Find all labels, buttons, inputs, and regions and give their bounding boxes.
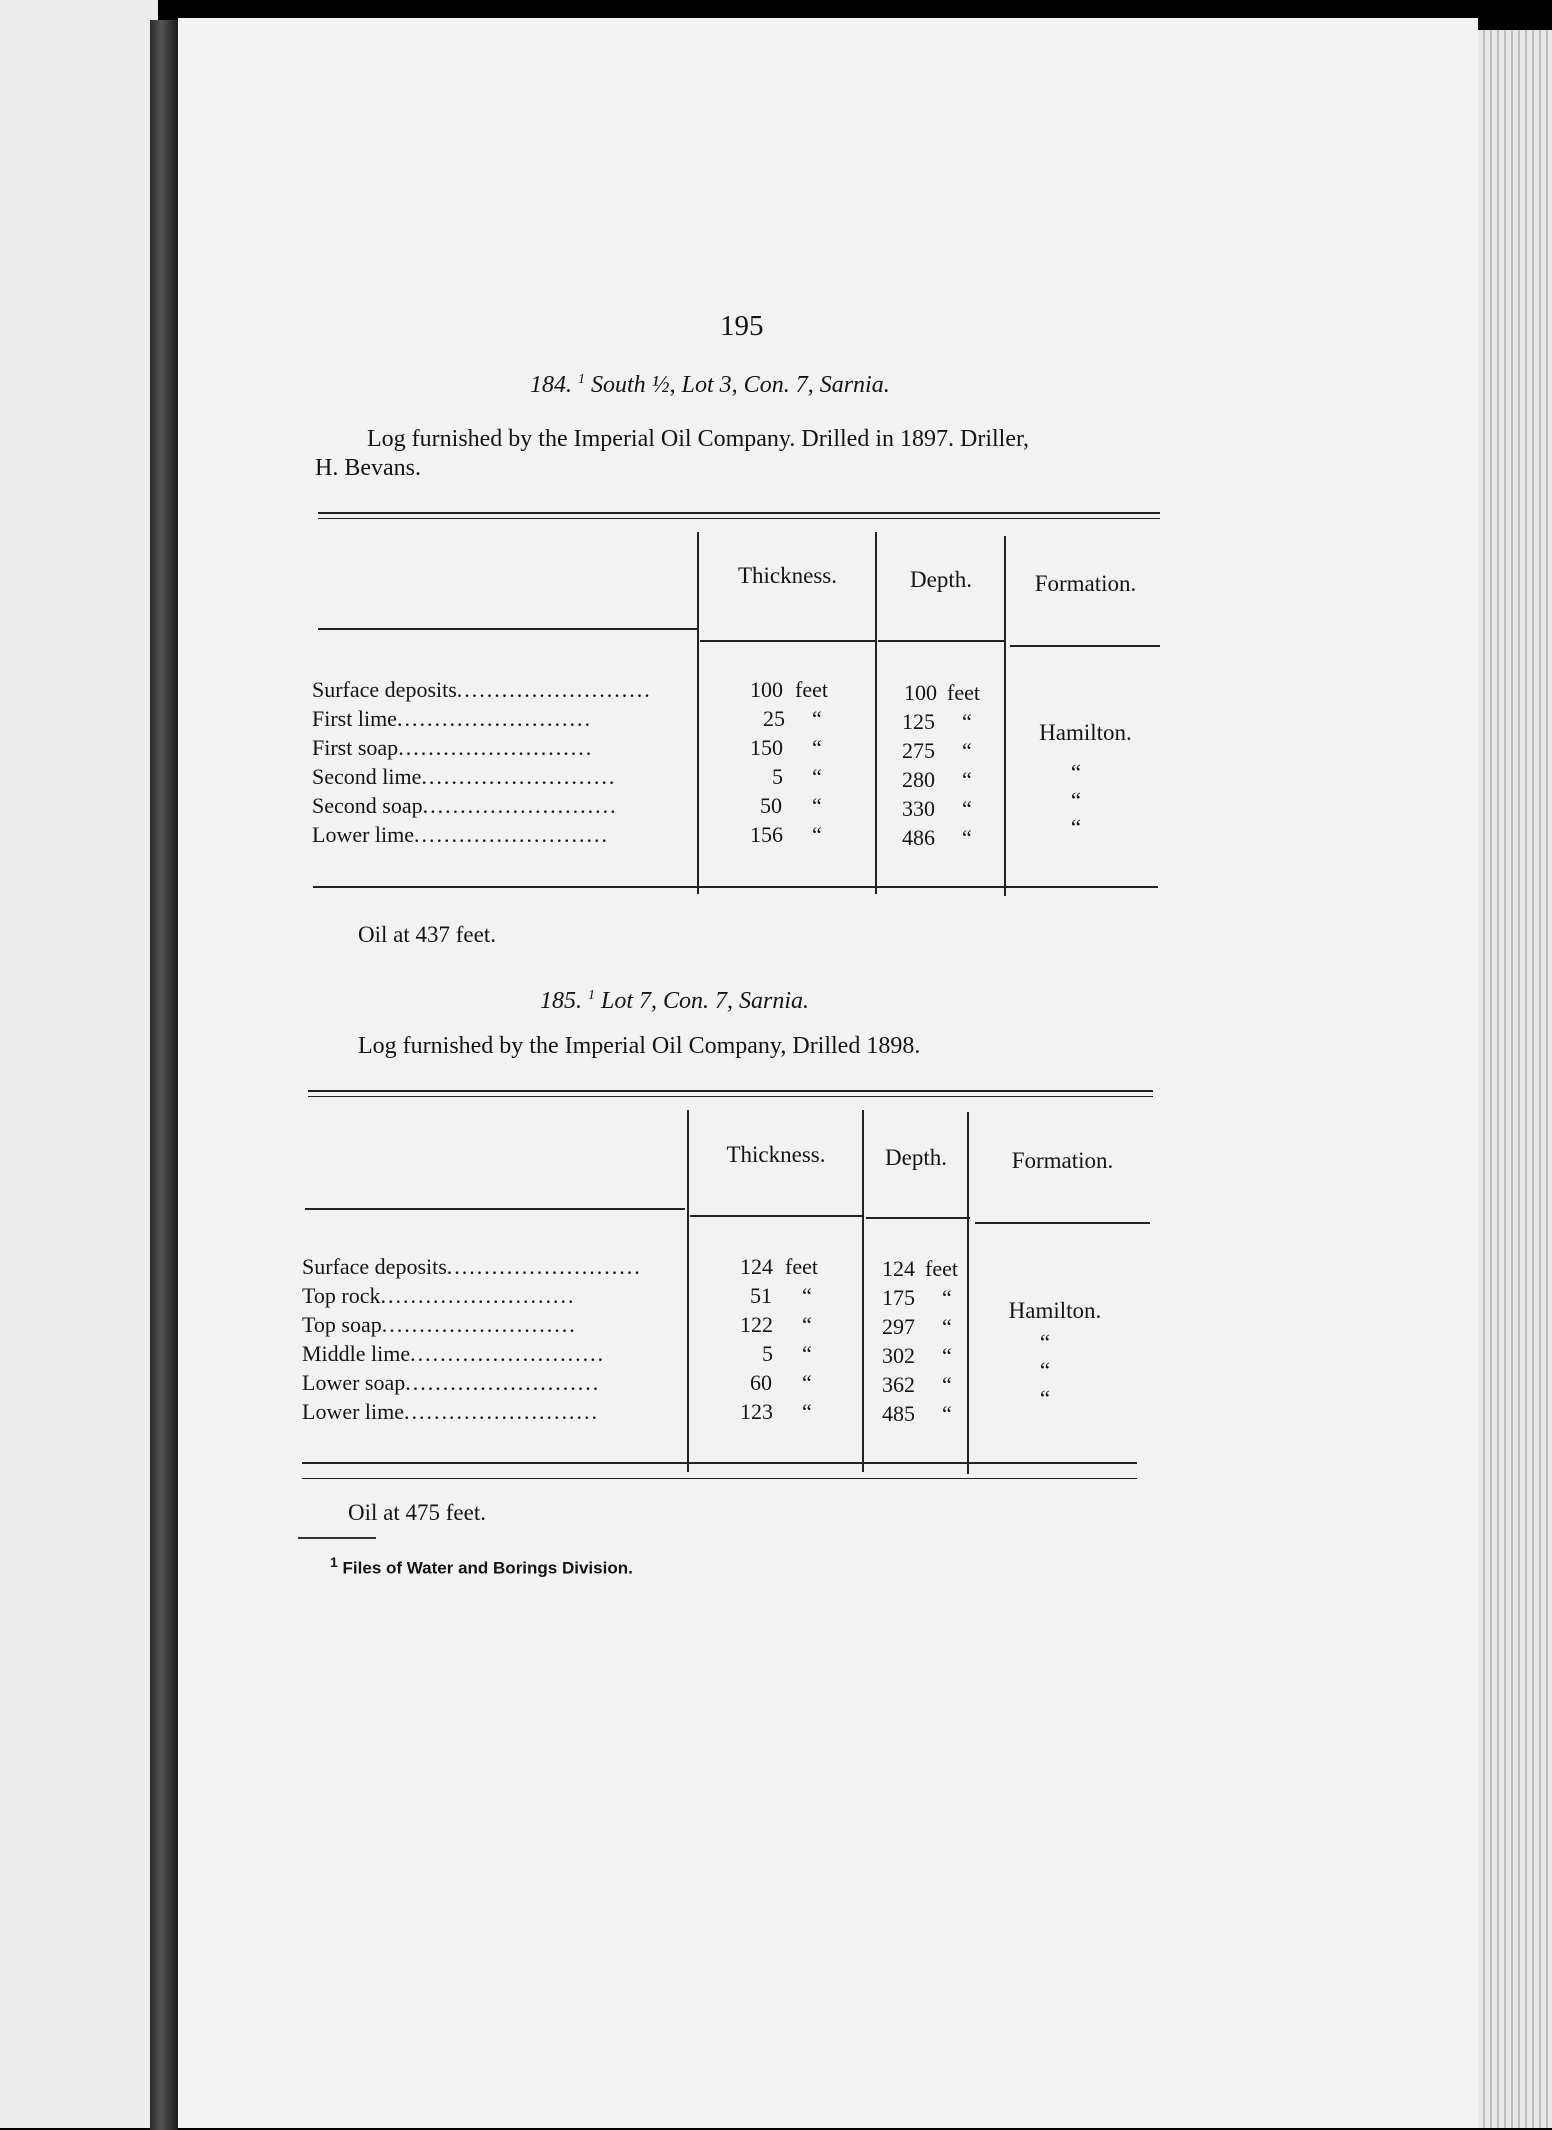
depth-unit: “	[942, 1401, 952, 1426]
depth-value: 280	[902, 767, 935, 792]
header-thickness: Thickness.	[737, 563, 837, 588]
header-rule	[700, 640, 875, 642]
header-rule	[866, 1217, 970, 1219]
header-rule	[305, 1208, 685, 1210]
depth-unit: “	[962, 825, 972, 850]
footnote-mark: 1	[330, 1554, 338, 1570]
formation-ditto: “	[1070, 788, 1082, 813]
depth-unit: “	[962, 709, 972, 734]
depth-value: 486	[902, 825, 935, 850]
description-line: H. Bevans.	[315, 455, 421, 481]
thickness-unit: “	[802, 1341, 812, 1366]
depth-unit: feet	[925, 1256, 958, 1281]
formation-ditto: “	[1039, 1386, 1051, 1411]
stratum-name: Surface deposits..........................	[302, 1254, 642, 1279]
depth-unit: “	[962, 738, 972, 763]
thickness-unit: “	[802, 1312, 812, 1337]
table-bottom-rule	[302, 1478, 1137, 1479]
stratum-name: Top soap..........................	[302, 1312, 577, 1337]
thickness-unit: feet	[785, 1254, 818, 1279]
table-top-rule	[318, 512, 1160, 514]
depth-unit: “	[962, 796, 972, 821]
description-line: Log furnished by the Imperial Oil Company. Drilled in 1897. Driller,	[367, 426, 1030, 452]
table-bottom-rule	[313, 886, 1158, 888]
depth-unit: feet	[947, 680, 980, 705]
depth-unit: “	[942, 1314, 952, 1339]
oil-note: Oil at 437 feet.	[358, 922, 496, 947]
header-formation: Formation.	[1034, 571, 1137, 596]
thickness-unit: “	[802, 1283, 812, 1308]
depth-unit: “	[962, 767, 972, 792]
thickness-value: 124	[740, 1254, 773, 1279]
thickness-value: 150	[750, 735, 783, 760]
facing-page	[0, 0, 158, 2128]
header-rule	[690, 1215, 862, 1217]
thickness-unit: “	[802, 1370, 812, 1395]
stratum-name: Middle lime..........................	[302, 1341, 606, 1366]
page	[178, 18, 1478, 2128]
header-depth: Depth.	[885, 1145, 947, 1170]
stratum-name: Lower lime..........................	[302, 1399, 600, 1424]
entry-description	[315, 425, 1185, 483]
entry-location: Lot 7, Con. 7, Sarnia.	[601, 988, 810, 1014]
depth-value: 330	[902, 796, 935, 821]
oil-note: Oil at 475 feet.	[348, 1500, 486, 1525]
entry-number: 185.	[540, 988, 582, 1014]
stratum-name: First lime..........................	[312, 706, 592, 731]
depth-value: 124	[882, 1256, 915, 1281]
formation-ditto: “	[1070, 760, 1082, 785]
stratum-name: First soap..........................	[312, 735, 594, 760]
thickness-unit: “	[812, 735, 822, 760]
thickness-value: 122	[740, 1312, 773, 1337]
thickness-value: 156	[750, 822, 783, 847]
stratum-name: Top rock..........................	[302, 1283, 576, 1308]
header-rule	[878, 640, 1006, 642]
depth-unit: “	[942, 1343, 952, 1368]
footnote	[330, 1554, 633, 1579]
thickness-unit: “	[812, 764, 822, 789]
table-row	[312, 675, 1172, 704]
thickness-value: 5	[772, 764, 783, 789]
footnote-rule	[298, 1537, 376, 1539]
thickness-unit: “	[812, 822, 822, 847]
formation-name: Hamilton.	[1039, 720, 1132, 745]
footnote-reference: 1	[578, 372, 585, 387]
table-bottom-rule	[302, 1462, 1137, 1464]
depth-value: 485	[882, 1401, 915, 1426]
depth-value: 175	[882, 1285, 915, 1310]
depth-value: 100	[904, 680, 937, 705]
thickness-value: 5	[762, 1341, 773, 1366]
footnote-text: Files of Water and Borings Division.	[342, 1558, 633, 1578]
page-edges	[1478, 30, 1552, 2128]
footnote-reference: 1	[588, 988, 595, 1003]
depth-value: 125	[902, 709, 935, 734]
entry-number: 184.	[530, 372, 572, 398]
entry-location: South ½, Lot 3, Con. 7, Sarnia.	[591, 372, 890, 398]
stratum-name: Lower lime..........................	[312, 822, 610, 847]
table-top-rule	[318, 518, 1160, 519]
formation-ditto: “	[1070, 815, 1082, 840]
depth-unit: “	[942, 1372, 952, 1397]
formation-ditto: “	[1039, 1330, 1051, 1355]
thickness-value: 123	[740, 1399, 773, 1424]
stratum-name: Second lime..........................	[312, 764, 617, 789]
depth-value: 302	[882, 1343, 915, 1368]
thickness-value: 100	[750, 677, 783, 702]
thickness-unit: “	[812, 706, 822, 731]
thickness-value: 50	[760, 793, 782, 818]
stratum-name: Lower soap..........................	[302, 1370, 601, 1395]
thickness-value: 25	[763, 706, 785, 731]
stratum-name: Surface deposits..........................	[312, 677, 652, 702]
table-top-rule	[308, 1096, 1153, 1097]
header-depth: Depth.	[910, 567, 972, 592]
header-rule	[318, 628, 698, 630]
table-top-rule	[308, 1090, 1153, 1092]
book-gutter	[150, 20, 178, 2130]
thickness-value: 51	[750, 1283, 772, 1308]
thickness-unit: feet	[795, 677, 828, 702]
thickness-unit: “	[812, 793, 822, 818]
entry-heading	[540, 988, 809, 1015]
header-rule	[1010, 645, 1160, 647]
depth-unit: “	[942, 1285, 952, 1310]
thickness-unit: “	[802, 1399, 812, 1424]
header-formation: Formation.	[1011, 1148, 1114, 1173]
header-thickness: Thickness.	[726, 1142, 826, 1167]
thickness-value: 60	[750, 1370, 772, 1395]
depth-value: 275	[902, 738, 935, 763]
formation-ditto: “	[1039, 1358, 1051, 1383]
page-number: 195	[720, 310, 764, 342]
depth-value: 297	[882, 1314, 915, 1339]
header-rule	[975, 1222, 1150, 1224]
entry-heading	[530, 372, 890, 399]
table-row	[302, 1252, 1162, 1281]
stratum-name: Second soap..........................	[312, 793, 618, 818]
entry-description: Log furnished by the Imperial Oil Company, Drilled 1898.	[358, 1033, 921, 1059]
formation-name: Hamilton.	[1008, 1298, 1102, 1323]
depth-value: 362	[882, 1372, 915, 1397]
